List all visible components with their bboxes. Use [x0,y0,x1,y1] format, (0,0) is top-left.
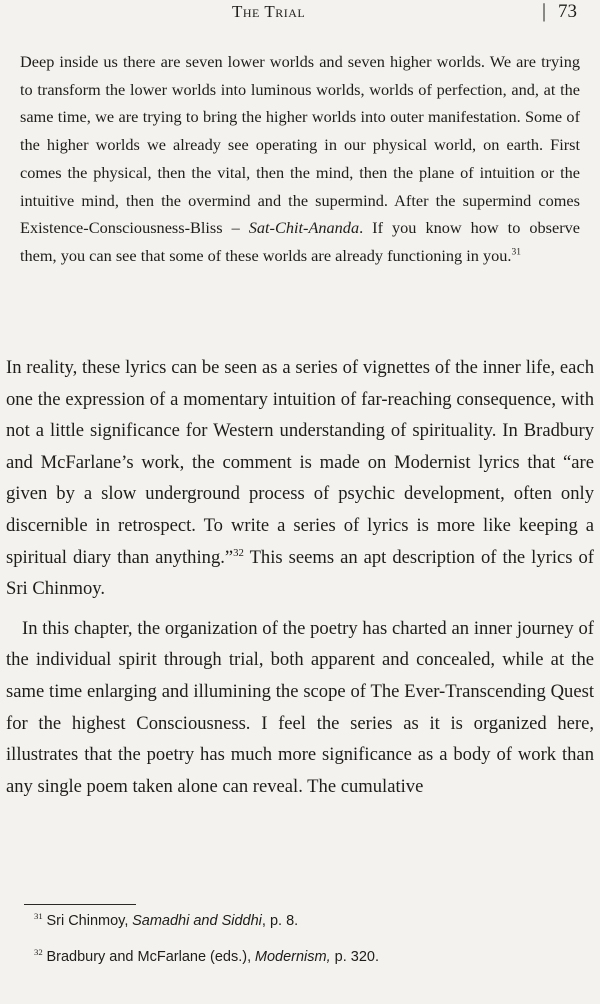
running-head [0,0,600,34]
quote-italic-term: Sat-Chit-Ananda [248,218,360,238]
footnote-author: Sri Chinmoy, [46,913,129,929]
footnote-page: p. 320. [330,949,380,965]
page-number: 73 [558,1,577,22]
chapter-title: The Trial [232,2,306,21]
footnote-divider [24,904,136,905]
footnote-author: Bradbury and McFarlane (eds.), [46,949,252,965]
footnote-31 [24,910,584,932]
footnote-number: 32 [34,947,43,957]
paragraph-1-tail: This seems an apt description of the lyrics of Sri Chinmoy. [6,546,594,600]
footnote-number: 31 [34,911,43,921]
body-text [6,352,594,802]
footnote-ref-31[interactable]: 31 [511,247,521,258]
header-separator: | [542,0,547,22]
paragraph-1-main: In reality, these lyrics can be seen as a series of vignettes of the inner life, each one the expression of a momentary intuition of far-reaching consequence, with not a little significance for Western understanding of spirituality. In Bradbury and McFarlane’s work, the comment is made on Modernist lyrics that “are given by a slow underground process of psychic development, often only discernible in retrospect. To write a series of lyrics is more like keeping a spiritual diary than anything.” [6,357,594,568]
footnote-ref-32[interactable]: 32 [233,546,244,559]
quote-text-end: . If you know how to observe them, you can see that some of these worlds are already functioning in you. [20,218,580,265]
quote-text-start: Deep inside us there are seven lower worlds and seven higher worlds. We are trying to transform the lower worlds into luminous worlds, worlds of perfection, and, at the same time, we are trying to bring the higher worlds into outer manifestation. Some of the higher worlds we already see operating in our physical world, on earth. First comes the physical, then the vital, then the mind, then the plane of intuition or the intuitive mind, then the overmind and the supermind. After the supermind comes Existence-Consciousness-Bliss – [20,52,580,238]
block-quote [20,48,580,270]
footnote-work: Modernism, [254,949,331,965]
paragraph-1 [6,352,594,605]
footnote-page: , p. 8. [261,913,299,929]
paragraph-2: In this chapter, the organization of the poetry has charted an inner journey of the individual spirit through trial, both apparent and concealed, while at the same time enlarging and illumining the scope of The Ever-Transcending Quest for the highest Consciousness. I feel the series as it is organized here, illustrates that the poetry has much more significance as a body of work than any single poem taken alone can reveal. The cumulative [6,617,594,797]
footnote-work: Samadhi and Siddhi [132,913,262,929]
footnote-32 [24,946,584,968]
quote-paragraph [20,48,580,270]
footnotes [24,910,584,968]
